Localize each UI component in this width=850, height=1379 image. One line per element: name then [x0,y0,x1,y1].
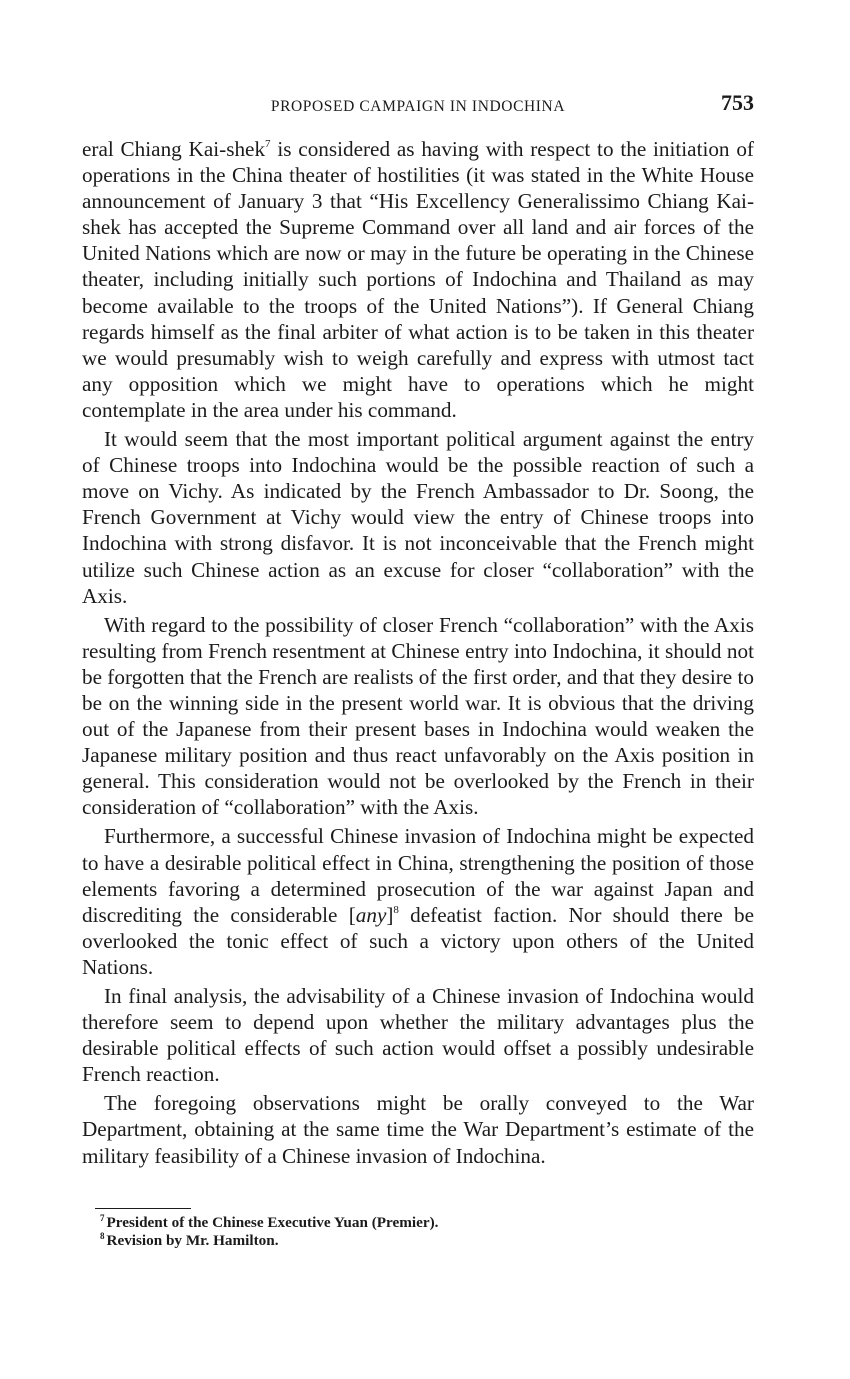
paragraph-5: In final analysis, the advisability of a Chinese invasion of Indochina would therefore seem to depend upon whether the military advantages plus the desirable political effects of such action would offset a possibly undesirable French reaction. [82,984,754,1087]
footnotes [100,1214,720,1250]
page-number: 753 [721,90,754,115]
running-title: PROPOSED CAMPAIGN IN INDOCHINA [270,98,566,115]
editorial-bracket-open: [ [348,902,356,927]
footnote-ref-8: 8 [393,903,399,916]
paragraph-1 [82,136,754,423]
paragraph-6: The foregoing observations might be orally conveyed to the War Department, obtaining at the same time the War Department’s estimate of the military feasibility of a Chinese invasion of Indochina. [82,1091,754,1168]
paragraph-4-rest: defeatist faction. Nor should there be overlooked the tonic effect of such a victory upon others of the United Nations. [82,902,754,979]
paragraph-4 [82,823,754,980]
footnote-marker: 8 [100,1231,105,1241]
paragraph-4-start: Furthermore, a successful Chinese invasion of Indochina might be expected to have a desirable political effect in China, strengthening the position of those elements favoring a determined prosecution of the war against Japan and discrediting the considerable [82,824,754,927]
footnote-8 [100,1232,720,1250]
paragraph-3: With regard to the possibility of closer French “collaboration” with the Axis resulting from French resentment at Chinese entry into Indochina, it should not be forgotten that the French are realists of the first order, and that they desire to be on the winning side in the present world war. It is obvious that the driving out of the Japanese from their present bases in Indochina would weaken the Japanese military position and thus react unfavorably on the Axis position in general. This consideration would not be overlooked by the French in their consideration of “collaboration” with the Axis. [82,612,754,820]
paragraph-1-rest: is considered as having with respect to the initiation of operations in the China theater of hostilities (it was stated in the White House announcement of January 3 that “His Excellency Generalissimo Chiang Kai-shek has accepted the Supreme Command over all land and air forces of the United Nations which are now or may in the future be operating in the Chinese theater, including initially such portions of Indochina and Thailand as may become available to the troops of the United Nations”). If General Chiang regards himself as the final arbiter of what action is to be taken in this theater we would presumably wish to weigh carefully and express with utmost tact any opposition which we might have to operations which he might contemplate in the area under his command. [82,137,754,422]
editorial-insertion: any [355,902,387,927]
paragraph-2: It would seem that the most important political argument against the entry of Chinese troops into Indochina would be the possible reaction of such a move on Vichy. As indicated by the French Ambassador to Dr. Soong, the French Government at Vichy would view the entry of Chinese troops into Indochina with strong disfavor. It is not inconceivable that the French might utilize such Chinese action as an excuse for closer “collaboration” with the Axis. [82,427,754,608]
editorial-bracket-close: ] [386,902,394,927]
footnote-7 [100,1214,720,1232]
footnote-divider [95,1208,191,1209]
footnote-text: Revision by Mr. Hamilton. [106,1232,279,1249]
footnote-marker: 7 [100,1213,105,1223]
footnote-ref-7: 7 [265,138,271,150]
paragraph-1-start: eral Chiang Kai-shek [82,137,266,161]
body-text [82,136,754,1172]
footnote-text: President of the Chinese Executive Yuan (Premier). [106,1214,439,1231]
page-header [82,90,754,124]
